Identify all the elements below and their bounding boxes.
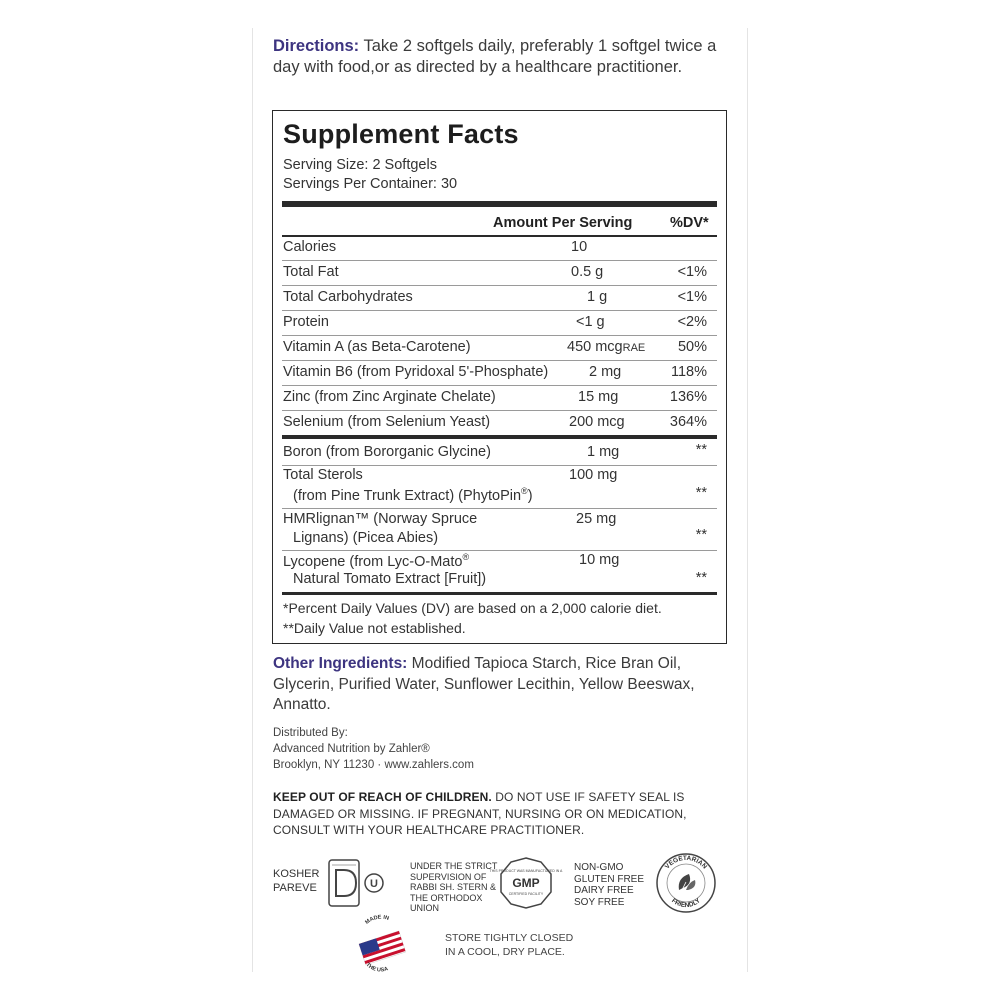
supervision-line: SUPERVISION OF xyxy=(410,871,487,882)
row-divider xyxy=(282,360,717,361)
gmp-small-text: THIS PRODUCT WAS MANUFACTURED IN A xyxy=(489,869,563,873)
other-ingredients-heading: Other Ingredients: xyxy=(273,655,408,672)
the-usa-text: THE USA xyxy=(364,962,389,974)
supervision-line: RABBI SH. STERN & xyxy=(410,882,497,892)
ingredient-amount: 10 mg xyxy=(579,552,620,568)
supplement-facts-panel xyxy=(272,110,727,644)
column-header-amount: Amount Per Serving xyxy=(493,215,633,231)
ingredient-name: Boron (from Bororganic Glycine) xyxy=(283,444,491,460)
storage-line: STORE TIGHTLY CLOSED xyxy=(445,932,574,944)
kosher-line: KOSHER xyxy=(273,868,320,880)
nutrient-name: Protein xyxy=(283,314,329,330)
nutrient-dv: <2% xyxy=(677,314,707,330)
nutrient-dv: 50% xyxy=(677,339,707,355)
registered-mark: ® xyxy=(462,552,470,562)
nutrient-amount: 10 xyxy=(571,239,588,255)
ingredient-amount: 25 mg xyxy=(576,511,617,527)
gmp-text: GMP xyxy=(512,876,540,890)
nutrient-amount: 15 mg xyxy=(578,389,619,405)
friendly-text: FRIENDLY xyxy=(670,897,702,910)
row-divider xyxy=(282,285,717,286)
ingredient-name-source: Natural Tomato Extract [Fruit]) xyxy=(293,571,487,587)
warning-heading: KEEP OUT OF REACH OF CHILDREN. xyxy=(273,790,492,804)
nutrient-dv: <1% xyxy=(677,289,707,305)
nutrient-amount: <1 g xyxy=(576,314,605,330)
nutrient-name: Zinc (from Zinc Arginate Chelate) xyxy=(283,389,496,405)
made-in-text: MADE IN xyxy=(364,914,390,926)
directions-heading: Directions: xyxy=(273,37,360,55)
thick-divider xyxy=(282,201,717,207)
free-from-list xyxy=(574,862,644,908)
distributed-by-label: Distributed By: xyxy=(273,727,348,739)
ingredient-name-source: Lignans) (Picea Abies) xyxy=(293,530,439,546)
vegetarian-friendly-badge-icon xyxy=(655,852,717,914)
nutrient-dv: <1% xyxy=(677,264,707,280)
svg-text:FRIENDLY xyxy=(670,897,702,909)
supervision-line: UNION xyxy=(410,903,439,913)
ingredient-dv: ** xyxy=(695,442,707,458)
ingredient-name-source xyxy=(293,486,533,504)
directions-body: Take 2 softgels daily, preferably 1 softgel twice a day with food,or as directed by a healthcare practitioner. xyxy=(273,37,717,76)
safety-warning xyxy=(273,789,723,839)
made-in-usa-badge-icon xyxy=(353,914,411,974)
servings-per-container: Servings Per Container: 30 xyxy=(283,176,458,192)
source-text: (from Pine Trunk Extract) (PhytoPin xyxy=(293,487,522,504)
row-divider xyxy=(282,260,717,261)
ingredient-name: Total Sterols xyxy=(283,467,363,483)
other-ingredients xyxy=(273,654,733,716)
free-from-item: DAIRY FREE xyxy=(574,885,634,896)
supervision-line: UNDER THE STRICT xyxy=(410,861,498,871)
warning-text: DO NOT USE IF SAFETY SEAL IS DAMAGED OR MISSING. IF PREGNANT, NURSING OR ON MEDICATION, CONSULT WITH YOUR HEALTHCARE PRACTITIONER. xyxy=(273,790,687,837)
header-divider xyxy=(282,235,717,237)
nutrient-name: Total Fat xyxy=(283,264,339,280)
distributor-address: Brooklyn, NY 11230 · www.zahlers.com xyxy=(273,759,474,771)
nutrient-name: Vitamin A (as Beta-Carotene) xyxy=(283,339,471,355)
nutrient-amount: 0.5 g xyxy=(571,264,604,280)
ingredient-dv: ** xyxy=(695,485,707,501)
nutrient-amount xyxy=(567,339,645,355)
serving-size: Serving Size: 2 Softgels xyxy=(283,157,437,173)
footnote-divider xyxy=(282,592,717,595)
storage-instructions xyxy=(445,932,573,959)
pareve-line: PAREVE xyxy=(273,882,317,894)
other-ingredients-list: Modified Tapioca Starch, Rice Bran Oil, Glycerin, Purified Water, Sunflower Lecithin, Yellow Beeswax, Annatto. xyxy=(273,655,695,713)
ingredient-amount: 100 mg xyxy=(569,467,618,483)
ingredient-amount: 1 mg xyxy=(587,444,620,460)
supervision-text xyxy=(410,861,497,914)
svg-text:VEGETARIAN xyxy=(664,855,708,871)
nutrient-amount: 2 mg xyxy=(589,364,622,380)
amount-value: 450 mcg xyxy=(567,339,623,355)
directions-text xyxy=(273,36,733,77)
registered-mark: ® xyxy=(521,486,528,496)
footnote-not-established: **Daily Value not established. xyxy=(283,620,466,636)
source-close: ) xyxy=(527,487,533,504)
row-divider xyxy=(282,335,717,336)
storage-line: IN A COOL, DRY PLACE. xyxy=(445,945,565,958)
nutrient-name: Selenium (from Selenium Yeast) xyxy=(283,414,491,430)
gmp-certified-badge-icon xyxy=(489,856,563,910)
nutrient-amount: 1 g xyxy=(587,289,608,305)
supervision-line: THE ORTHODOX xyxy=(410,892,483,903)
row-divider xyxy=(282,385,717,386)
ingredient-name: HMRlignan™ (Norway Spruce xyxy=(283,511,478,527)
svg-text:MADE IN xyxy=(364,915,389,926)
row-divider xyxy=(282,410,717,411)
nutrient-name: Total Carbohydrates xyxy=(283,289,413,305)
footnote-dv: *Percent Daily Values (DV) are based on a 2,000 calorie diet. xyxy=(283,600,662,616)
row-divider xyxy=(282,508,717,509)
ingredient-name xyxy=(283,552,469,570)
kosher-label xyxy=(273,867,319,895)
svg-text:U: U xyxy=(370,878,378,890)
free-from-item: SOY FREE xyxy=(574,896,625,908)
row-divider xyxy=(282,465,717,466)
nutrient-amount: 200 mcg xyxy=(569,414,625,430)
nutrient-name: Calories xyxy=(283,239,337,255)
nutrient-dv: 118% xyxy=(670,364,707,380)
amount-unit: RAE xyxy=(622,342,646,354)
nutrient-dv: 364% xyxy=(669,414,707,430)
row-divider xyxy=(282,550,717,551)
distributor-name: Advanced Nutrition by Zahler® xyxy=(273,743,430,755)
gmp-certified-text: CERTIFIED FACILITY xyxy=(508,892,544,896)
ingredient-dv: ** xyxy=(695,527,707,543)
nutrient-dv: 136% xyxy=(669,389,707,405)
column-header-dv: %DV* xyxy=(670,215,709,231)
svg-text:THE USA xyxy=(365,962,389,973)
section-divider xyxy=(282,435,717,439)
free-from-item: GLUTEN FREE xyxy=(574,873,645,885)
name-text: Lycopene (from Lyc-O-Mato xyxy=(283,553,463,570)
vegetarian-text: VEGETARIAN xyxy=(663,854,709,871)
ingredient-dv: ** xyxy=(695,570,707,586)
facts-title: Supplement Facts xyxy=(283,119,519,149)
nutrient-name: Vitamin B6 (from Pyridoxal 5'-Phosphate) xyxy=(283,364,549,380)
free-from-item: NON-GMO xyxy=(574,862,624,873)
row-divider xyxy=(282,310,717,311)
kosher-d-symbol-icon xyxy=(328,858,386,908)
